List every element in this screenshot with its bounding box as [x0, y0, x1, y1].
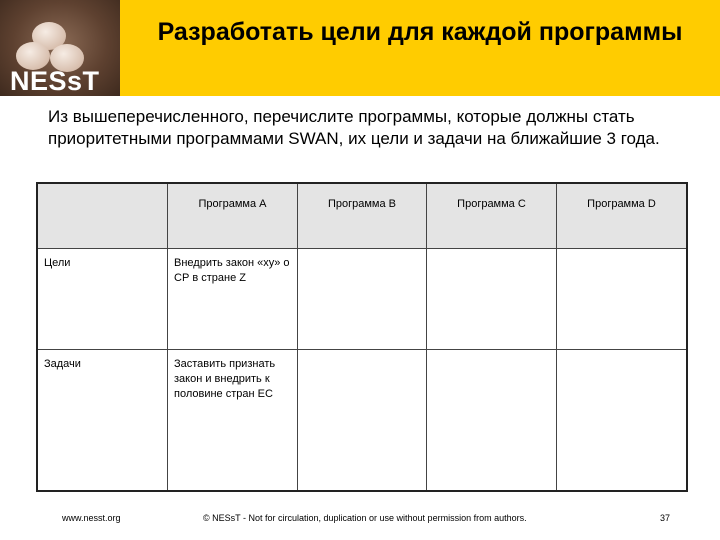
row-label: Задачи: [37, 350, 168, 492]
table-cell: [298, 249, 427, 350]
footer-copyright: © NESsT - Not for circulation, duplication or use without permission from authors.: [203, 513, 527, 523]
header-cell: Программа C: [427, 183, 557, 249]
table-cell: [298, 350, 427, 492]
logo-text: NESsT: [10, 66, 100, 96]
table-cell: [557, 350, 688, 492]
intro-text: Из вышеперечисленного, перечислите программы, которые должны стать приоритетными программами SWAN, их цели и задачи на ближайшие 3 года.: [48, 107, 660, 148]
footer-website: www.nesst.org: [62, 513, 121, 523]
programs-table: [36, 182, 688, 492]
table-cell: Заставить признать закон и внедрить к половине стран ЕС: [168, 350, 298, 492]
page-number: 37: [660, 513, 671, 523]
header-cell: [37, 183, 168, 249]
table-cell: [427, 249, 557, 350]
table-cell: Внедрить закон «xy» о СР в стране Z: [168, 249, 298, 350]
table-cell: [557, 249, 688, 350]
row-label: Цели: [37, 249, 168, 350]
header-cell: Программа D: [557, 183, 688, 249]
slide-title: Разработать цели для каждой программы: [157, 18, 683, 46]
table-row: [37, 249, 687, 350]
table-cell: [427, 350, 557, 492]
table-row: [37, 350, 687, 492]
nesst-logo: [0, 0, 120, 96]
table-header-row: [37, 183, 687, 249]
header-cell: Программа A: [168, 183, 298, 249]
header-cell: Программа B: [298, 183, 427, 249]
